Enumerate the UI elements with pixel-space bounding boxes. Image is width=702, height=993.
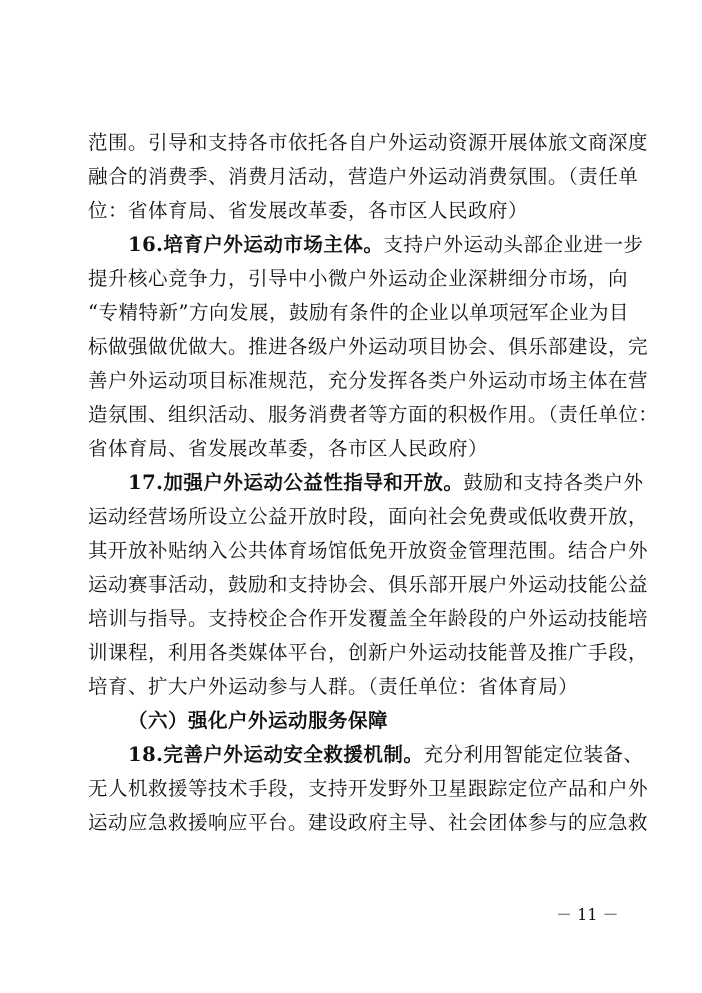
text-line: 提升核心竞争力，引导中小微户外运动企业深耕细分市场，向 [88, 267, 629, 290]
item-heading: 18.完善户外运动安全救援机制。 [128, 743, 424, 766]
text-line: 培训与指导。支持校企合作开发覆盖全年龄段的户外运动技能培 [88, 607, 649, 630]
document-body [88, 126, 659, 840]
text-line: 运动经营场所设立公益开放时段，面向社会免费或低收费开放， [88, 505, 649, 528]
text-line: 标做强做优做大。推进各级户外运动项目协会、俱乐部建设，完 [88, 335, 649, 358]
text-line: 培育、扩大户外运动参与人群。（责任单位：省体育局） [88, 675, 579, 698]
text-line: 其开放补贴纳入公共体育场馆低免开放资金管理范围。结合户外 [88, 539, 649, 562]
text-line: 善户外运动项目标准规范，充分发挥各类户外运动市场主体在营 [88, 369, 649, 392]
text-line: 运动赛事活动，鼓励和支持协会、俱乐部开展户外运动技能公益 [88, 573, 649, 596]
paragraph-item-16 [88, 228, 659, 466]
text-line: 省体育局、省发展改革委，各市区人民政府） [88, 437, 489, 460]
text-line [88, 738, 644, 772]
text-line: 造氛围、组织活动、服务消费者等方面的积极作用。（责任单位： [88, 403, 659, 426]
text-line: 位：省体育局、省发展改革委，各市区人民政府） [88, 199, 529, 222]
section-title: （六）强化户外运动服务保障 [128, 709, 389, 732]
text-line: “专精特新”方向发展，鼓励有条件的企业以单项冠军企业为目 [88, 301, 629, 324]
item-text: 支持户外运动头部企业进一步 [383, 233, 644, 256]
item-text: 充分利用智能定位装备、 [423, 743, 644, 766]
text-line [88, 466, 644, 500]
text-line: 无人机救援等技术手段，支持开发野外卫星跟踪定位产品和户外 [88, 777, 649, 800]
section-heading-6 [88, 704, 614, 738]
page-number: － 11 － [556, 905, 619, 924]
text-line: 训课程，利用各类媒体平台，创新户外运动技能普及推广手段， [88, 641, 649, 664]
text-line: 运动应急救援响应平台。建设政府主导、社会团体参与的应急救 [88, 811, 649, 834]
paragraph-item-17 [88, 466, 649, 704]
item-heading: 17.加强户外运动公益性指导和开放。 [128, 471, 464, 494]
paragraph-item-18 [88, 738, 649, 840]
item-heading: 16.培育户外运动市场主体。 [128, 233, 384, 256]
text-line: 范围。引导和支持各市依托各自户外运动资源开展体旅文商深度 [88, 131, 649, 154]
text-line [88, 228, 644, 262]
paragraph-intro [88, 126, 649, 228]
item-text: 鼓励和支持各类户外 [463, 471, 644, 494]
text-line: 融合的消费季、消费月活动，营造户外运动消费氛围。（责任单 [88, 165, 639, 188]
